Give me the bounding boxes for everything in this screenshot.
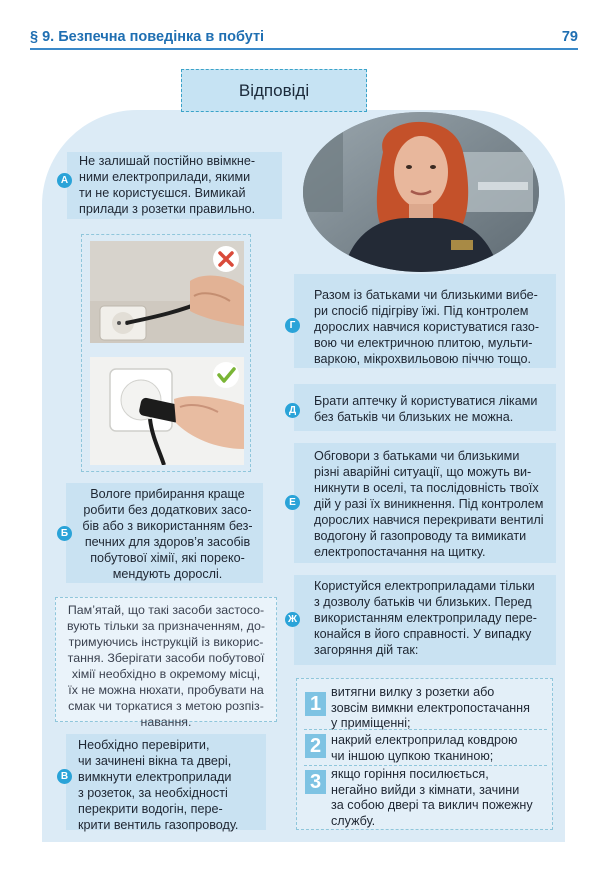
answer-b-line: бів або з використанням без- [82, 519, 253, 533]
note-line: тання. Зберігати засоби побутової [67, 651, 265, 665]
answer-v-line: вимкнути електроприлади [78, 770, 232, 784]
answers-title: Відповіді [181, 69, 367, 112]
answer-zh-line: використанням електроприладу пере- [314, 611, 537, 625]
step-2-text [331, 733, 546, 764]
answer-g-box [294, 274, 556, 368]
answer-d-line: без батьків чи близьких не можна. [314, 410, 514, 424]
answer-v-line: чи зачинені вікна та двері, [78, 754, 232, 768]
answer-e-line: Обговори з батьками чи близькими [314, 449, 520, 463]
note-line: Пам’ятай, що такі засоби застосо- [67, 603, 265, 617]
answer-a-line: ними електроприлади, якими [79, 170, 251, 184]
answer-b-badge: Б [57, 526, 72, 541]
safety-note-box [55, 597, 277, 729]
answer-e-line: дорослих навчися перекривати вентилі [314, 513, 544, 527]
step-2-line: накрий електроприлад ковдрою [331, 733, 518, 747]
portrait-illustration [303, 112, 539, 272]
answer-b-line: побутової хімії, які пореко- [90, 551, 245, 565]
answer-a-badge: А [57, 173, 72, 188]
answer-b-line: робити без додаткових засо- [83, 503, 252, 517]
steps-divider [304, 765, 547, 766]
answer-v-line: крити вентиль газопроводу. [78, 818, 239, 832]
step-3-line: службу. [331, 813, 376, 828]
answer-zh-line: конайся в його справності. У випадку [314, 627, 532, 641]
answer-e-line: водогону й газопроводу та вимикати [314, 529, 527, 543]
answer-e-box [294, 443, 556, 563]
answer-a-line: прилади з розетки правильно. [79, 202, 256, 216]
note-line: хімії необхідно в окремому місці, [71, 667, 261, 681]
answer-a-line: Не залишай постійно ввімкне- [79, 154, 256, 168]
answer-b-line: Вологе прибирання краще [90, 487, 245, 501]
page-number: 79 [561, 29, 578, 45]
answer-v-box [66, 734, 266, 830]
answer-e-line: дій у разі їх виникнення. Під контролем [314, 497, 544, 511]
step-1-number: 1 [305, 692, 326, 716]
answer-e-line: різні аварійні ситуації, що можуть ви- [314, 465, 532, 479]
steps-divider [304, 729, 547, 730]
answer-v-badge: В [57, 769, 72, 784]
answer-zh-line: загоряння дій так: [314, 643, 419, 657]
step-3-number: 3 [305, 770, 326, 794]
note-line: вують тільки за призначенням, до- [66, 619, 266, 633]
answer-b-box [66, 483, 263, 583]
step-3-text [331, 767, 546, 829]
rescuer-portrait-photo [303, 112, 539, 272]
note-line: навання. [140, 715, 192, 729]
answer-v-line: з розеток, за необхідності [78, 786, 228, 800]
answer-g-line: варкою, мікрохвильовою піччю тощо. [314, 352, 531, 366]
section-title: § 9. Безпечна поведінка в побуті [30, 29, 265, 45]
step-2-line: чи іншою цупкою тканиною; [331, 748, 494, 763]
answer-b-line: мендують дорослі. [112, 567, 223, 581]
note-line: тримуючись інструкцій із викорис- [68, 635, 264, 649]
answer-v-line: Необхідно перевірити, [78, 738, 210, 752]
answer-a-box [67, 152, 282, 219]
answer-e-badge: Е [285, 495, 300, 510]
header-rule [30, 48, 578, 50]
answer-v-line: перекрити водогін, пере- [78, 802, 223, 816]
answer-g-line: ри спосіб підігріву їжі. Під контролем [314, 304, 529, 318]
step-1-line: витягни вилку з розетки або [331, 685, 495, 699]
cross-mark-icon [213, 246, 239, 272]
answer-e-line: електропостачання на щитку. [314, 545, 486, 559]
answer-zh-badge: Ж [285, 612, 300, 627]
answer-zh-box [294, 575, 556, 665]
check-mark-icon [213, 362, 239, 388]
answer-g-line: Разом із батьками чи близькими вибе- [314, 288, 538, 302]
answer-zh-line: Користуйся електроприладами тільки [314, 579, 535, 593]
answer-d-badge: Д [285, 403, 300, 418]
answer-d-line: Брати аптечку й користуватися ліками [314, 394, 538, 408]
note-line: смак чи торкатися з метою розпіз- [68, 699, 264, 713]
note-line: їх не можна нюхати, пробувати на [68, 683, 264, 697]
answer-a-line: ти не користуєшся. Вимикай [79, 186, 246, 200]
step-3-line: якщо горіння посилюється, [331, 767, 489, 781]
step-1-line: у приміщенні; [331, 716, 411, 730]
step-1-line: зовсім вимкни електропостачання [331, 700, 530, 715]
answer-g-badge: Г [285, 318, 300, 333]
step-1-text [331, 685, 546, 732]
answer-d-box [294, 384, 556, 431]
step-2-number: 2 [305, 734, 326, 758]
answer-g-line: дорослих навчися користуватися газо- [314, 320, 540, 334]
answer-e-line: никнути в оселі, та послідовність твоїх [314, 481, 539, 495]
answer-b-line: печних для здоров’я засобів [84, 535, 251, 549]
answer-zh-line: з дозволу батьків чи близьких. Перед [314, 595, 532, 609]
answer-g-line: вою чи електричною плитою, мульти- [314, 336, 533, 350]
step-3-line: за собою двері та виклич пожежну [331, 798, 533, 812]
step-3-line: негайно вийди з кімнати, зачини [331, 782, 520, 797]
